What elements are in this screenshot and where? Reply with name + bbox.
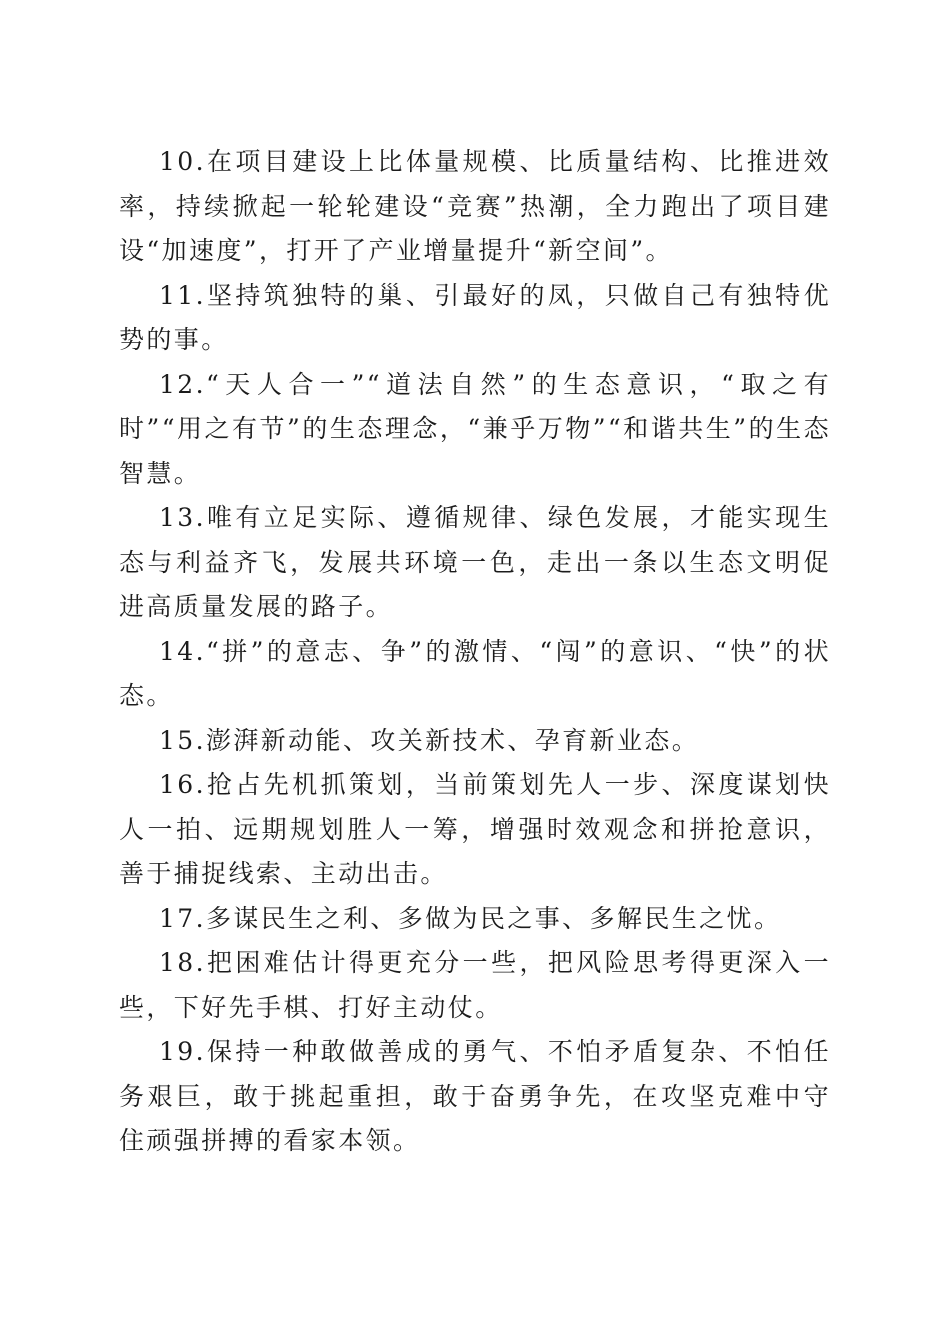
paragraph-15: 15.澎湃新动能、攻关新技术、孕育新业态。: [159, 725, 700, 755]
paragraph-17: 17.多谋民生之利、多做为民之事、多解民生之忧。: [159, 903, 782, 933]
paragraph-19: 19.保持一种敢做善成的勇气、不怕矛盾复杂、不怕任务艰巨，敢于挑起重担，敢于奋勇争先，在攻坚克难中守住顽强拼搏的看家本领。: [119, 1037, 831, 1155]
paragraph-11: 11.坚持筑独特的巢、引最好的凤，只做自己有独特优势的事。: [119, 280, 831, 354]
paragraph-14: 14.“拼”的意志、争”的激情、“闯”的意识、“快”的状态。: [119, 636, 831, 710]
paragraph-10: 10.在项目建设上比体量规模、比质量结构、比推进效率，持续掀起一轮轮建设“竞赛”热潮，全力跑出了项目建设“加速度”，打开了产业增量提升“新空间”。: [119, 147, 831, 265]
document-body: [119, 140, 831, 1164]
paragraph-16: 16.抢占先机抓策划，当前策划先人一步、深度谋划快人一拍、远期规划胜人一筹，增强时效观念和拼抢意识，善于捕捉线索、主动出击。: [119, 770, 831, 888]
paragraph-12: 12.“天人合一”“道法自然”的生态意识，“取之有时”“用之有节”的生态理念，“兼乎万物”“和谐共生”的生态智慧。: [119, 369, 831, 488]
paragraph-13: 13.唯有立足实际、遵循规律、绿色发展，才能实现生态与利益齐飞，发展共环境一色，走出一条以生态文明促进高质量发展的路子。: [119, 503, 831, 621]
paragraph-18: 18.把困难估计得更充分一些，把风险思考得更深入一些，下好先手棋、打好主动仗。: [119, 948, 831, 1022]
